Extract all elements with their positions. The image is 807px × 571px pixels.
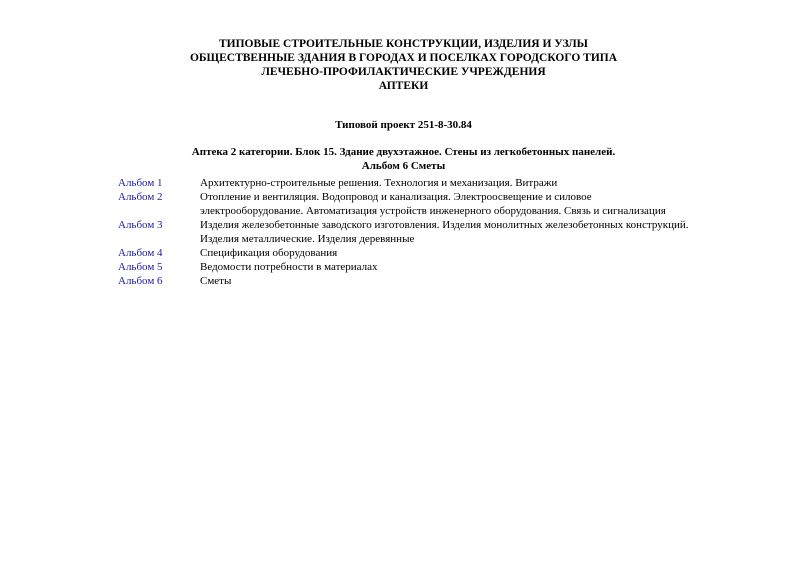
album-3-link[interactable]: Альбом 3 bbox=[118, 219, 163, 231]
album-row-3 bbox=[118, 218, 758, 246]
album-list bbox=[118, 176, 758, 288]
album-row-2 bbox=[118, 190, 758, 218]
album-5-link[interactable]: Альбом 5 bbox=[118, 261, 163, 273]
album-2-link[interactable]: Альбом 2 bbox=[118, 191, 163, 203]
album-1-link[interactable]: Альбом 1 bbox=[118, 177, 163, 189]
album-6-link[interactable]: Альбом 6 bbox=[118, 275, 163, 287]
document-header bbox=[0, 37, 807, 93]
album-4-description: Спецификация оборудования bbox=[200, 247, 338, 259]
album-row-5 bbox=[118, 260, 758, 274]
album-4-link[interactable]: Альбом 4 bbox=[118, 247, 163, 259]
header-line-1: ТИПОВЫЕ СТРОИТЕЛЬНЫЕ КОНСТРУКЦИИ, ИЗДЕЛИЯ И УЗЛЫ bbox=[219, 38, 588, 50]
header-line-3: ЛЕЧЕБНО-ПРОФИЛАКТИЧЕСКИЕ УЧРЕЖДЕНИЯ bbox=[261, 66, 546, 78]
subtitle-line-1: Аптека 2 категории. Блок 15. Здание двухэтажное. Стены из легкобетонных панелей. bbox=[191, 146, 616, 158]
album-6-description: Сметы bbox=[200, 275, 232, 287]
album-5-description: Ведомости потребности в материалах bbox=[200, 261, 378, 273]
header-line-2: ОБЩЕСТВЕННЫЕ ЗДАНИЯ В ГОРОДАХ И ПОСЕЛКАХ ГОРОДСКОГО ТИПА bbox=[189, 52, 618, 64]
album-row-1 bbox=[118, 176, 758, 190]
album-2-description: Отопление и вентиляция. Водопровод и канализация. Электроосвещение и силовое электрооборудование. Автоматизация устройств инженерного оборудования. Связь и сигнализация bbox=[200, 191, 666, 217]
header-line-4: АПТЕКИ bbox=[378, 80, 429, 92]
subtitle-line-2: Альбом 6 Сметы bbox=[361, 160, 446, 172]
project-title: Типовой проект 251-8-30.84 bbox=[335, 119, 472, 131]
album-row-6 bbox=[118, 274, 758, 288]
document-subtitle bbox=[0, 145, 807, 173]
album-1-description: Архитектурно-строительные решения. Технология и механизация. Витражи bbox=[200, 177, 558, 189]
album-3-description: Изделия железобетонные заводского изготовления. Изделия монолитных железобетонных конструкций. Изделия металлические. Изделия деревянные bbox=[200, 219, 689, 245]
album-row-4 bbox=[118, 246, 758, 260]
